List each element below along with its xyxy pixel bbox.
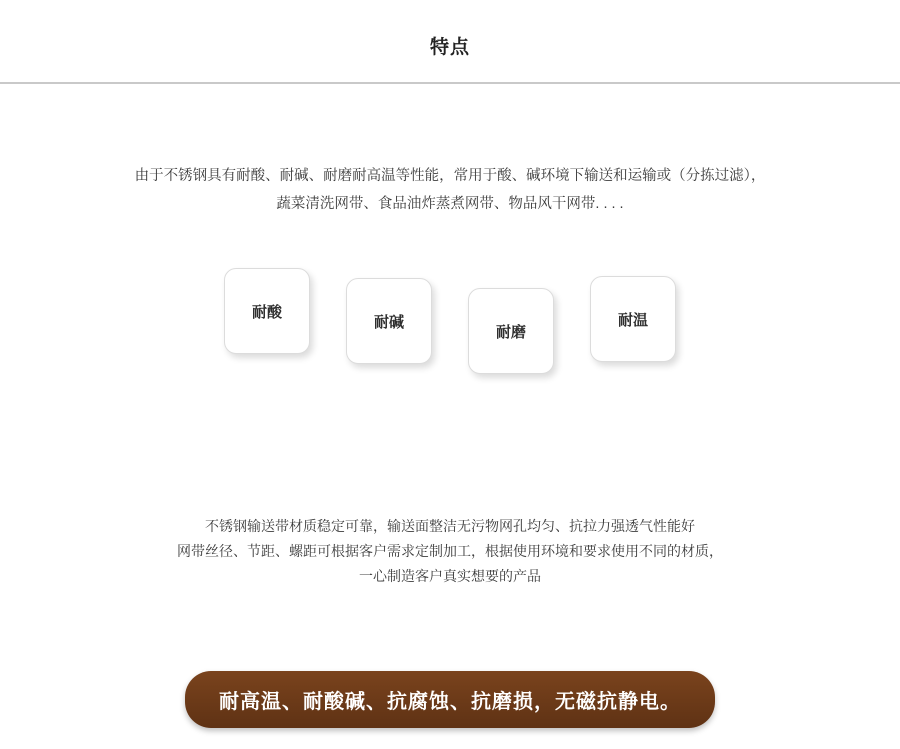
feature-card-label: 耐碱 — [373, 313, 404, 331]
page-header — [0, 0, 900, 84]
feature-card-label: 耐温 — [617, 311, 648, 329]
description-paragraph — [0, 514, 900, 589]
intro-line: 由于不锈钢具有耐酸、耐碱、耐磨耐高温等性能，常用于酸、碱环境下输送和运输或（分拣过滤）， — [134, 168, 766, 184]
description-line: 不锈钢输送带材质稳定可靠，输送面整洁无污物网孔均匀、抗拉力强透气性能好 — [205, 518, 695, 534]
feature-card-wear-resistant — [468, 288, 554, 374]
feature-cards — [0, 268, 900, 374]
feature-card-alkali-resistant — [346, 278, 432, 364]
feature-card-acid-resistant — [224, 268, 310, 354]
header-divider — [0, 82, 900, 84]
highlight-banner-container — [0, 671, 900, 728]
highlight-banner: 耐高温、耐酸碱、抗腐蚀、抗磨损，无磁抗静电。 — [185, 671, 715, 728]
intro-paragraph — [0, 162, 900, 218]
page-title: 特点 — [429, 37, 470, 58]
feature-card-label: 耐磨 — [495, 323, 526, 341]
description-line: 一心制造客户真实想要的产品 — [359, 568, 541, 584]
feature-card-temperature-resistant — [590, 276, 676, 362]
feature-card-label: 耐酸 — [251, 303, 282, 321]
description-line: 网带丝径、节距、螺距可根据客户需求定制加工，根据使用环境和要求使用不同的材质， — [177, 543, 723, 559]
intro-line: 蔬菜清洗网带、食品油炸蒸煮网带、物品风干网带. . . . — [276, 196, 624, 212]
